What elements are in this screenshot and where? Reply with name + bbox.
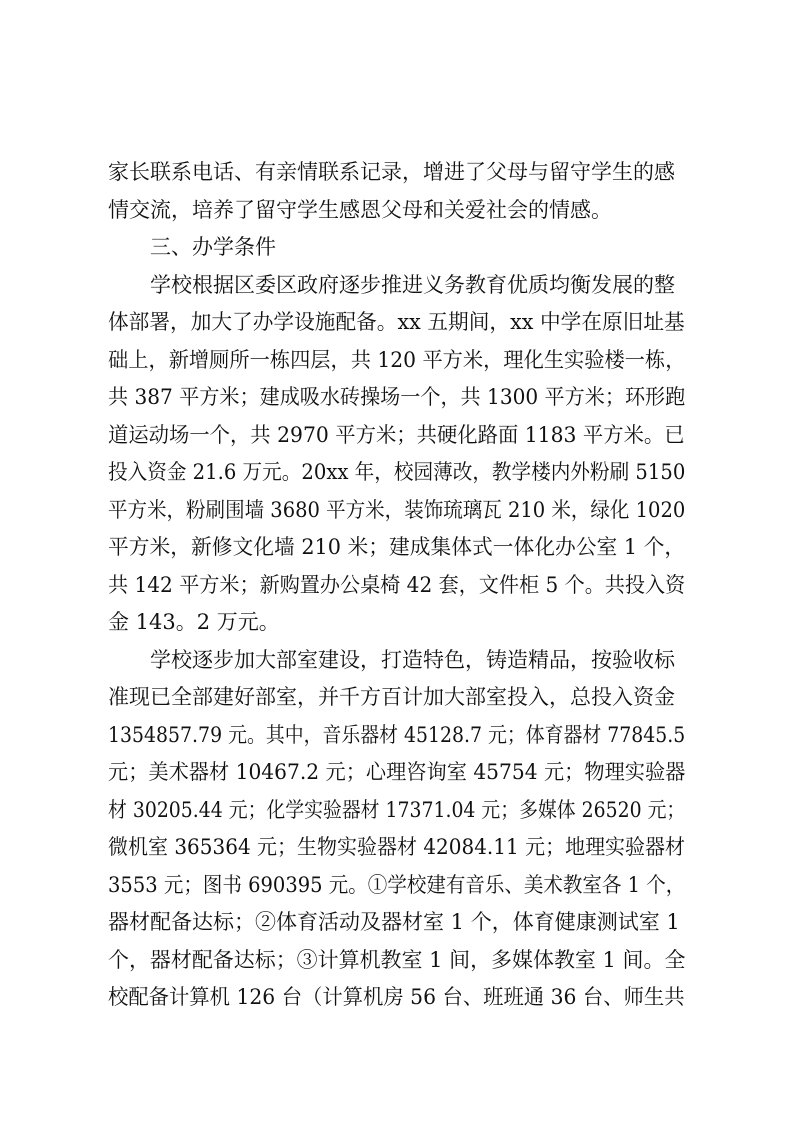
text-line: 元；美术器材 10467.2 元；心理咨询室 45754 元；物理实验器 — [108, 760, 686, 784]
text-line: 共 387 平方米；建成吸水砖操场一个，共 1300 平方米；环形跑 — [108, 385, 686, 409]
text-line: 1354857.79 元。其中，音乐器材 45128.7 元；体育器材 77845.5 — [108, 723, 686, 747]
text-line: 个，器材配备达标；③计算机教室 1 间，多媒体教室 1 间。全 — [108, 948, 686, 972]
section-heading: 三、办学条件 — [150, 235, 276, 259]
text-line: 材 30205.44 元；化学实验器材 17371.04 元；多媒体 26520 元； — [108, 798, 686, 822]
text-line: 微机室 365364 元；生物实验器材 42084.11 元；地理实验器材 — [108, 835, 686, 859]
text-line: 情交流，培养了留守学生感恩父母和关爱社会的情感。 — [108, 198, 612, 222]
text-line: 投入资金 21.6 万元。20xx 年，校园薄改，教学楼内外粉刷 5150 — [108, 460, 686, 484]
text-line: 道运动场一个，共 2970 平方米；共硬化路面 1183 平方米。已 — [108, 423, 685, 447]
text-line: 体部署，加大了办学设施配备。xx 五期间，xx 中学在原旧址基 — [108, 310, 685, 334]
text-line: 校配备计算机 126 台（计算机房 56 台、班班通 36 台、师生共 — [108, 985, 685, 1009]
text-line: 础上，新增厕所一栋四层，共 120 平方米，理化生实验楼一栋， — [108, 348, 686, 372]
text-line: 学校逐步加大部室建设，打造特色，铸造精品，按验收标 — [150, 648, 675, 672]
text-line: 器材配备达标；②体育活动及器材室 1 个，体育健康测试室 1 — [108, 910, 680, 934]
text-line: 3553 元；图书 690395 元。①学校建有音乐、美术教室各 1 个， — [108, 873, 686, 897]
text-line: 家长联系电话、有亲情联系记录，增进了父母与留守学生的感 — [108, 160, 675, 184]
text-line: 共 142 平方米；新购置办公桌椅 42 套，文件柜 5 个。共投入资 — [108, 573, 686, 597]
text-line: 学校根据区委区政府逐步推进义务教育优质均衡发展的整 — [150, 273, 675, 297]
text-line: 平方米，粉刷围墙 3680 平方米，装饰琉璃瓦 210 米，绿化 1020 — [108, 498, 686, 522]
text-line: 金 143。2 万元。 — [108, 610, 280, 634]
text-line: 准现已全部建好部室，并千方百计加大部室投入，总投入资金 — [108, 685, 675, 709]
text-line: 平方米，新修文化墙 210 米；建成集体式一体化办公室 1 个， — [108, 535, 686, 559]
